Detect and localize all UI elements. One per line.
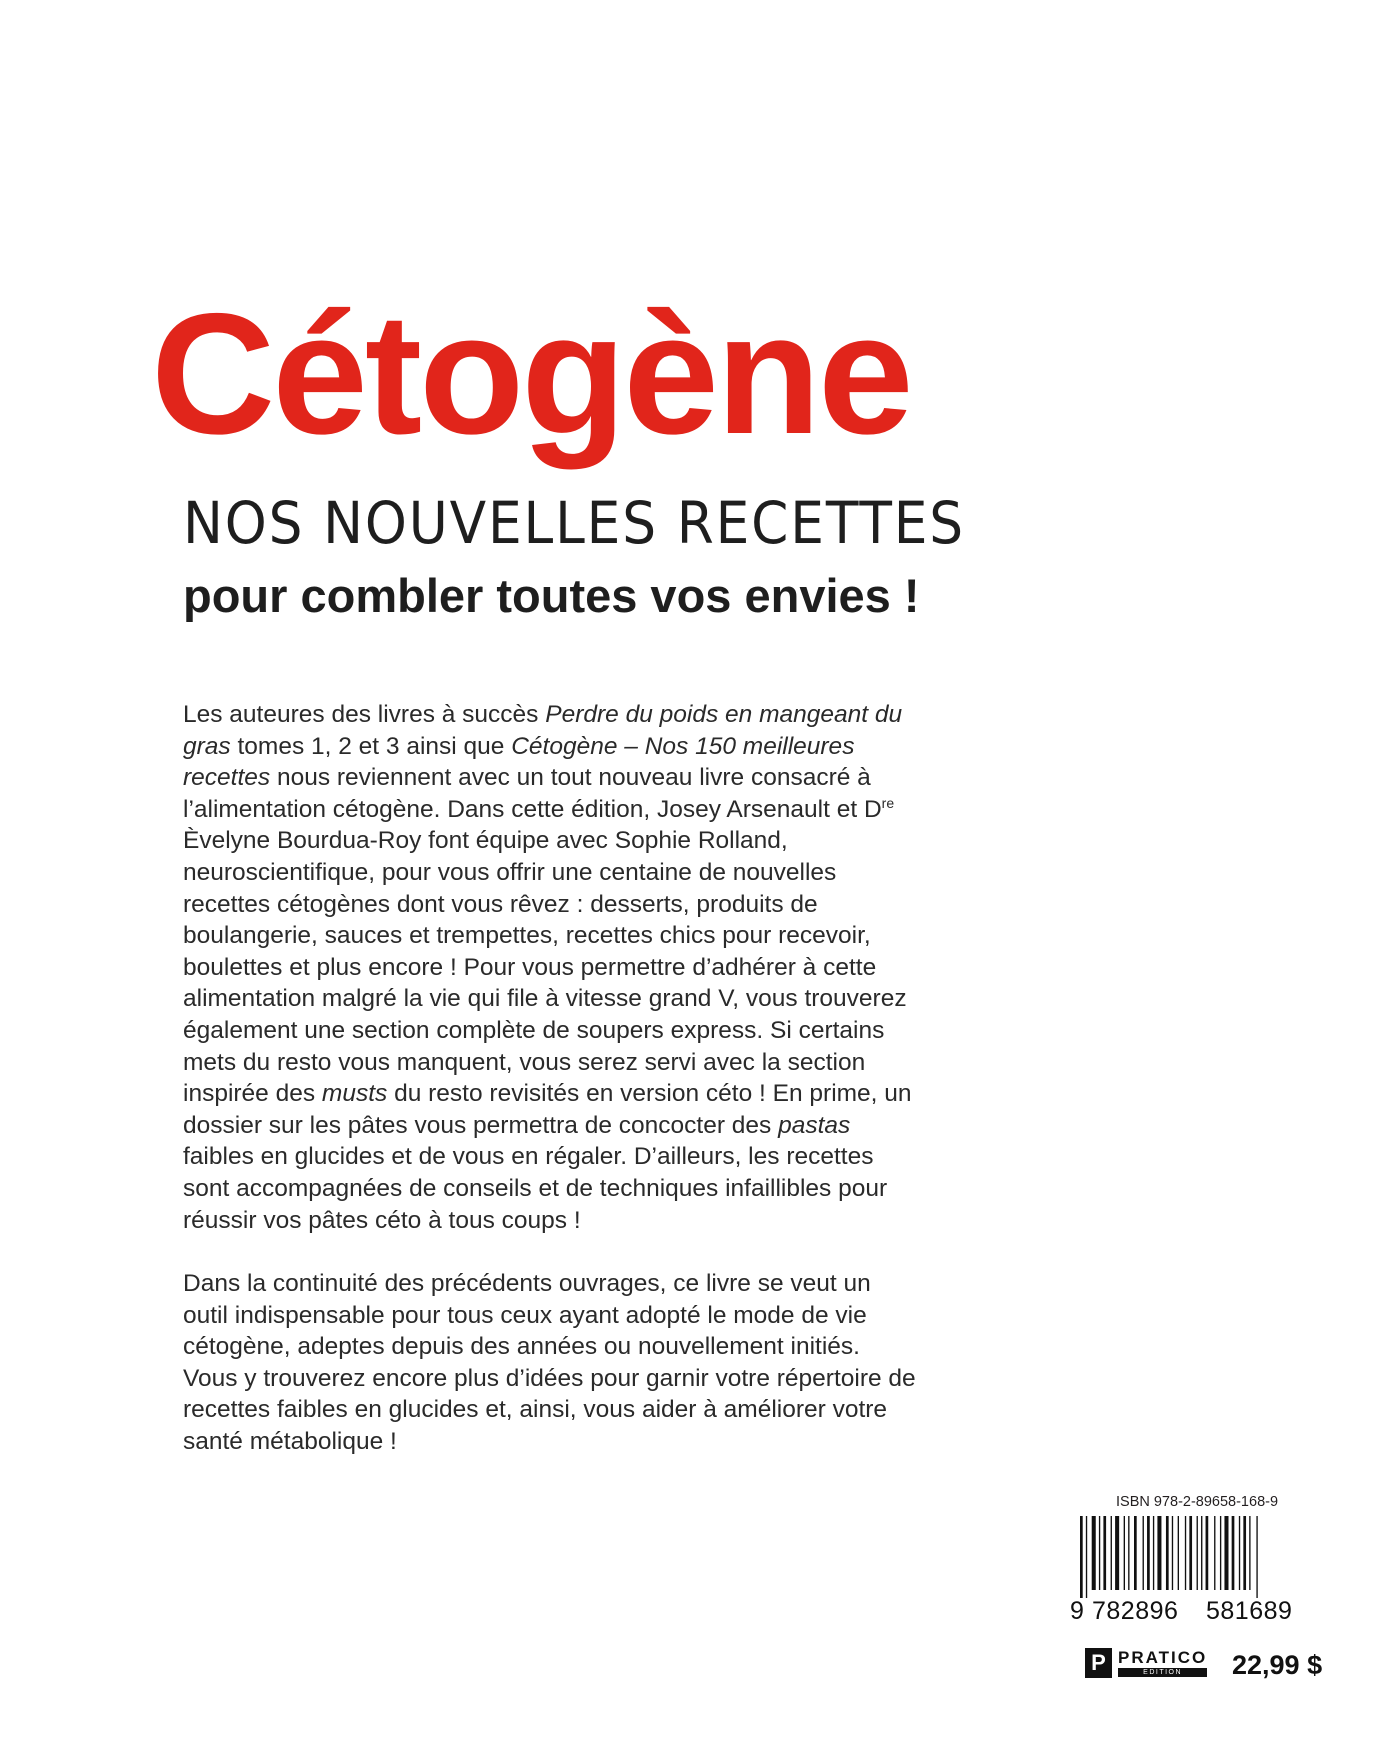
barcode-bar: [1197, 1516, 1198, 1590]
barcode-bar: [1243, 1516, 1246, 1590]
barcode-bar: [1080, 1516, 1083, 1598]
barcode-bar: [1239, 1516, 1240, 1590]
text-run: nous reviennent avec un tout nouveau livre consacré à l’alimentation cétogène. Dans cette édition, Josey Arsenault et D: [183, 764, 882, 823]
barcode-bar: [1185, 1516, 1186, 1590]
book-title-1: Perdre du poids en mangeant du gras: [183, 701, 903, 760]
text-run: tomes 1, 2 et 3 ainsi que: [230, 732, 512, 760]
description-paragraph-1: [183, 699, 918, 1236]
barcode-bar: [1172, 1516, 1173, 1590]
barcode-bar: [1206, 1516, 1209, 1590]
barcode-bar: [1124, 1516, 1125, 1590]
barcode-bar: [1115, 1516, 1119, 1590]
superscript: re: [881, 794, 895, 811]
description-paragraph-2: Dans la continuité des précédents ouvrages, ce livre se veut un outil indispensable pour tous ceux ayant adopté le mode de vie cétogène, adeptes depuis des années ou nouvellement initiés. Vous y trouverez encore plus d’idées pour garnir votre répertoire de recettes faibles en glucides et, ainsi, vous aider à améliorer votre santé métabolique !: [183, 1270, 916, 1456]
barcode-bar: [1134, 1516, 1137, 1590]
text-run: du resto revisités en version céto ! En prime, un dossier sur les pâtes vous permettra de concocter des: [183, 1080, 912, 1139]
barcode-bar: [1111, 1516, 1112, 1590]
cover-title: Cétogène: [151, 278, 911, 470]
barcode-bar: [1153, 1516, 1154, 1590]
book-title-2: Cétogène – Nos 150 meilleures recettes: [183, 732, 855, 792]
barcode-bar: [1086, 1516, 1087, 1598]
italic-word: pastas: [778, 1111, 851, 1139]
text-run: Èvelyne Bourdua-Roy font équipe avec Sophie Rolland, neuroscientifique, pour vous offrir une centaine de nouvelles recettes cétogènes dont vous rêvez : desserts, produits de boulangerie, sauces et trempettes, recettes chics pour recevoir, boulettes et plus encore ! Pour vous permettre d’adhérer à cette alimentation malgré la vie qui file à vitesse grand V, vous trouverez également une section complète de soupers express. Si certains mets du resto vous manquent, vous serez servi avec la section inspirée des: [183, 827, 907, 1108]
barcode-bar: [1201, 1516, 1202, 1590]
isbn-label: ISBN 978-2-89658-168-9: [1116, 1494, 1279, 1510]
barcode-right-group: 581689: [1206, 1597, 1293, 1625]
barcode-bar: [1220, 1516, 1221, 1590]
barcode-bar: [1157, 1516, 1161, 1590]
barcode-bar: [1099, 1516, 1100, 1590]
barcode-bar: [1232, 1516, 1235, 1590]
publisher-sub: EDITION: [1118, 1668, 1207, 1677]
publisher-logo: [1085, 1648, 1207, 1678]
barcode-bar: [1214, 1516, 1215, 1590]
barcode-bar: [1143, 1516, 1144, 1590]
barcode-bar: [1128, 1516, 1129, 1590]
barcode-bar: [1256, 1516, 1257, 1598]
cover-tagline: pour combler toutes vos envies !: [183, 569, 920, 622]
barcode: [1078, 1516, 1310, 1598]
publisher-name: PRATICO: [1118, 1648, 1208, 1667]
barcode-bar: [1092, 1516, 1096, 1590]
description: [183, 699, 918, 1458]
barcode-bar: [1178, 1516, 1179, 1590]
barcode-first-digit: 9: [1070, 1597, 1085, 1625]
barcode-bar: [1147, 1516, 1150, 1590]
cover-subtitle: NOS NOUVELLES RECETTES: [183, 489, 966, 557]
barcode-bar: [1189, 1516, 1192, 1590]
barcode-bar: [1249, 1516, 1250, 1590]
text-run: faibles en glucides et de vous en régaler. D’ailleurs, les recettes sont accompagnées de conseils et de techniques infaillibles pour réussir vos pâtes céto à tous coups !: [183, 1143, 888, 1234]
barcode-bar: [1166, 1516, 1169, 1590]
price: 22,99 $: [1232, 1650, 1323, 1680]
barcode-bar: [1103, 1516, 1106, 1590]
publisher-words: [1118, 1649, 1207, 1677]
italic-word: musts: [321, 1080, 388, 1108]
barcode-bar: [1224, 1516, 1228, 1590]
publisher-mark: P: [1085, 1648, 1112, 1678]
barcode-left-group: 782896: [1092, 1597, 1179, 1625]
text-run: Les auteures des livres à succès: [183, 701, 546, 728]
